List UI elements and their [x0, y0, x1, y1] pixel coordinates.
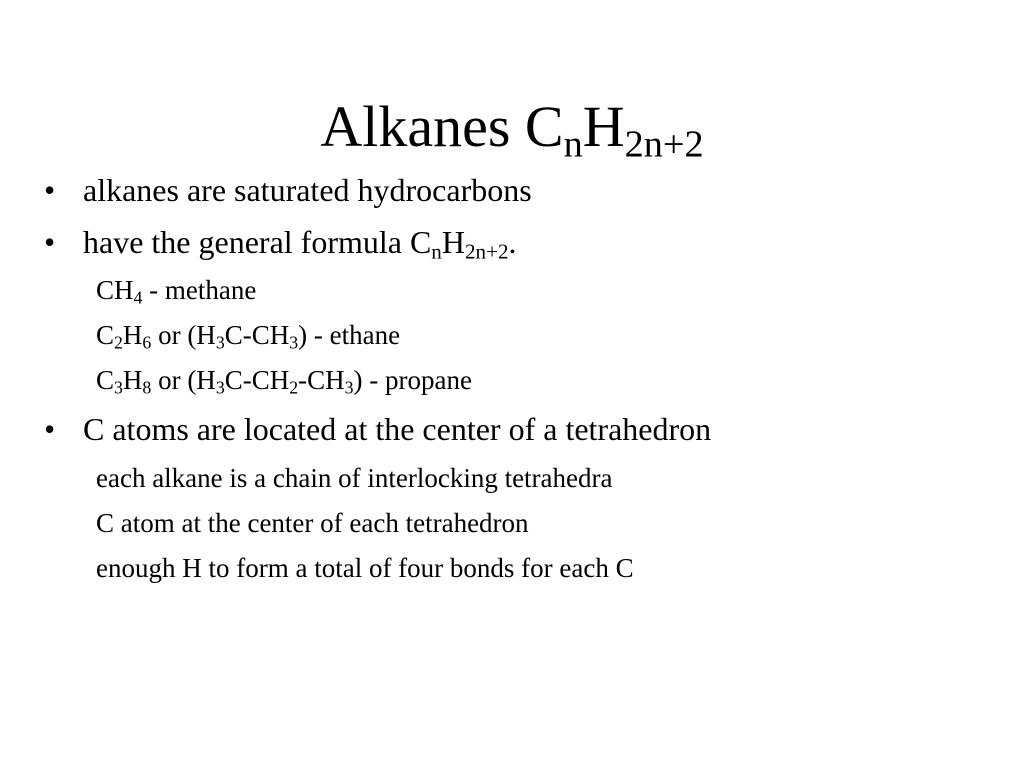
methane-ch: CH	[96, 275, 134, 305]
propane-sub-8: 8	[142, 377, 152, 398]
bullet-marker: •	[44, 172, 56, 208]
methane-sub-4: 4	[133, 287, 143, 308]
sub-item-ethane	[96, 320, 401, 353]
propane-sub-3: 3	[114, 377, 123, 398]
ethane-c: C	[96, 320, 115, 350]
bullet-tetrahedron	[44, 413, 711, 445]
title-h: H	[582, 94, 625, 159]
propane-h: H	[122, 365, 143, 395]
sub-item-four-bonds: enough H to form a total of four bonds for each C	[96, 553, 634, 583]
ethane-h: H	[122, 320, 143, 350]
ethane-sub-6: 6	[142, 332, 152, 353]
sub-item-propane	[96, 365, 472, 398]
bullet-text: alkanes are saturated hydrocarbons	[83, 172, 532, 208]
propane-or-h: or (H	[151, 365, 216, 395]
ethane-sub-3b: 3	[289, 332, 299, 353]
bullet-text: have the general formula C	[83, 224, 432, 260]
methane-name: - methane	[142, 275, 257, 305]
bullet-marker: •	[44, 411, 56, 447]
ethane-sub-3a: 3	[215, 332, 225, 353]
sub-item-methane	[96, 275, 257, 308]
propane-sub-3a: 3	[215, 377, 225, 398]
propane-c-ch: C-CH	[224, 365, 290, 395]
ethane-name: ) - ethane	[298, 320, 401, 350]
bullet-saturated	[44, 174, 532, 206]
propane-sub-3b: 3	[344, 377, 354, 398]
title-text: Alkanes C	[320, 94, 564, 159]
title-subscript-n: n	[563, 123, 583, 166]
sub-item-center: C atom at the center of each tetrahedron	[96, 508, 529, 538]
bullet-general-formula	[44, 224, 517, 264]
sub-item-chain: each alkane is a chain of interlocking tetrahedra	[96, 463, 613, 493]
ethane-sub-2: 2	[114, 332, 123, 353]
propane-name: ) - propane	[353, 365, 472, 395]
propane-ch: -CH	[298, 365, 345, 395]
propane-c: C	[96, 365, 115, 395]
title-subscript-2n2: 2n+2	[624, 123, 704, 166]
ethane-or-h: or (H	[151, 320, 216, 350]
formula-period: .	[508, 224, 517, 260]
ethane-c-ch: C-CH	[224, 320, 290, 350]
propane-sub-2: 2	[289, 377, 299, 398]
bullet-text: C atoms are located at the center of a tetrahedron	[83, 411, 712, 447]
formula-subscript-2n2: 2n+2	[464, 239, 509, 264]
formula-subscript-n: n	[431, 239, 442, 264]
bullet-marker: •	[44, 224, 56, 260]
formula-h: H	[441, 224, 465, 260]
